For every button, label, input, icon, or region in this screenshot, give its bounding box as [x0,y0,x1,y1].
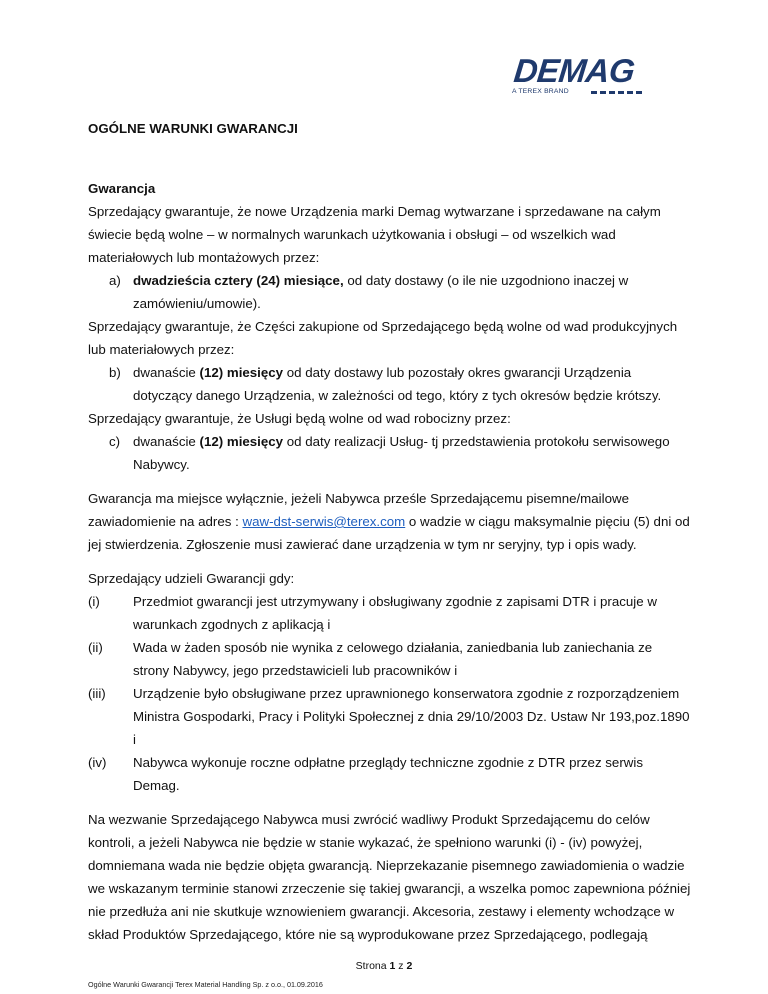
paragraph-line: Gwarancja ma miejsce wyłącznie, jeżeli Nabywca prześle Sprzedającemu pisemne/mailowe [88,491,629,506]
page-total: 2 [406,960,413,972]
list-item-text: od daty dostawy lub pozostały okres gwarancji Urządzenia [283,365,632,380]
logo-tagline: A TEREX BRAND [512,88,569,95]
list-item-text: od daty realizacji Usług- tj przedstawienia protokołu serwisowego [283,434,670,449]
condition-text: Wada w żaden sposób nie wynika z celowego działania, zaniedbania lub zaniechania ze [133,640,653,655]
paragraph-line: skład Produktów Sprzedającego, które nie są wyprodukowane przez Sprzedającego, podlegają [88,927,648,942]
list-item-text: od daty dostawy (o ile nie uzgodniono inaczej w [343,273,629,288]
logo-bars-icon [591,88,647,96]
condition-marker: (ii) [88,640,103,655]
paragraph-line: Sprzedający gwarantuje, że Części zakupione od Sprzedającego będą wolne od wad produkcyjnych [88,319,678,334]
list-item-text: Nabywcy. [133,457,190,472]
paragraph-line: lub materiałowych przez: [88,342,235,357]
paragraph-line: kontroli, a jeżeli Nabywca nie będzie w stanie wykazać, że spełniono warunki (i) - (iv) powyżej, [88,835,643,850]
emphasis: (12) miesięcy [199,365,284,380]
condition-text: Przedmiot gwarancji jest utrzymywany i obsługiwany zgodnie z zapisami DTR i pracuje w [133,594,657,609]
paragraph-line: Sprzedający gwarantuje, że Usługi będą wolne od wad robocizny przez: [88,411,511,426]
condition-text: Nabywca wykonuje roczne odpłatne przeglądy techniczne zgodnie z DTR przez serwis [133,755,643,770]
list-item-a [133,273,628,289]
section-heading: Gwarancja [88,181,156,196]
list-item-text: dotyczący danego Urządzenia, w zależności od tego, który z tych okresów będzie krótszy. [133,388,662,403]
list-marker: b) [109,365,121,380]
document-title: OGÓLNE WARUNKI GWARANCJI [88,121,298,136]
condition-text: strony Nabywcy, jego przedstawicieli lub pracowników i [133,663,458,678]
page-current: 1 [389,960,396,972]
paragraph-line [88,514,690,530]
list-item-text: dwanaście [133,365,200,380]
page-number [0,960,768,972]
condition-marker: (i) [88,594,100,609]
paragraph-line: materiałowych lub montażowych przez: [88,250,320,265]
service-email-link[interactable]: waw-dst-serwis@terex.com [242,514,406,529]
list-item-b [133,365,631,381]
paragraph-line: domniemana wada nie będzie objęta gwarancją. Nieprzekazanie pisemnego zawiadomienia o wadzie [88,858,685,873]
condition-marker: (iii) [88,686,106,701]
demag-logo [512,52,647,98]
list-marker: c) [109,434,121,449]
paragraph-line: nie przedłuża ani nie skutkuje wznowieniem gwarancji. Akcesoria, zestawy i elementy wchodzące w [88,904,675,919]
paragraph-line: Na wezwanie Sprzedającego Nabywca musi zwrócić wadliwy Produkt Sprzedającemu do celów [88,812,650,827]
paragraph-line: we wskazanym terminie stanowi zrzeczenie się takiej gwarancji, a wszelka pomoc zapewniona później [88,881,691,896]
list-item-text: dwanaście [133,434,200,449]
emphasis: dwadzieścia cztery (24) miesiące, [133,273,344,288]
condition-text: Demag. [133,778,180,793]
page-separator: z [395,960,407,972]
paragraph-line: świecie będą wolne – w normalnych warunkach użytkowania i obsługi – od wszelkich wad [88,227,616,242]
paragraph-text: o wadzie w ciągu maksymalnie pięciu (5) dni od [405,514,690,529]
condition-marker: (iv) [88,755,107,770]
list-marker: a) [109,273,121,288]
condition-text: Ministra Gospodarki, Pracy i Polityki Społecznej z dnia 29/10/2003 Dz. Ustaw Nr 193,poz.1890 [133,709,690,724]
condition-text: Urządzenie było obsługiwane przez uprawnionego konserwatora zgodnie z rozporządzeniem [133,686,680,701]
condition-text: i [133,732,136,747]
footer-doc-info: Ogólne Warunki Gwarancji Terex Material Handling Sp. z o.o., 01.09.2016 [88,980,323,989]
paragraph-line: jej stwierdzenia. Zgłoszenie musi zawierać dane urządzenia w tym nr seryjny, typ i opis wady. [88,537,637,552]
list-item-text: zamówieniu/umowie). [133,296,261,311]
paragraph-line: Sprzedający gwarantuje, że nowe Urządzenia marki Demag wytwarzane i sprzedawane na całym [88,204,661,219]
emphasis: (12) miesięcy [199,434,284,449]
list-item-c [133,434,670,450]
paragraph-text: zawiadomienie na adres : [88,514,243,529]
paragraph-line: Sprzedający udzieli Gwarancji gdy: [88,571,295,586]
logo-brand: DEMAG [512,52,637,89]
condition-text: warunkach zgodnych z aplikacją i [133,617,331,632]
page-label: Strona [355,960,390,972]
